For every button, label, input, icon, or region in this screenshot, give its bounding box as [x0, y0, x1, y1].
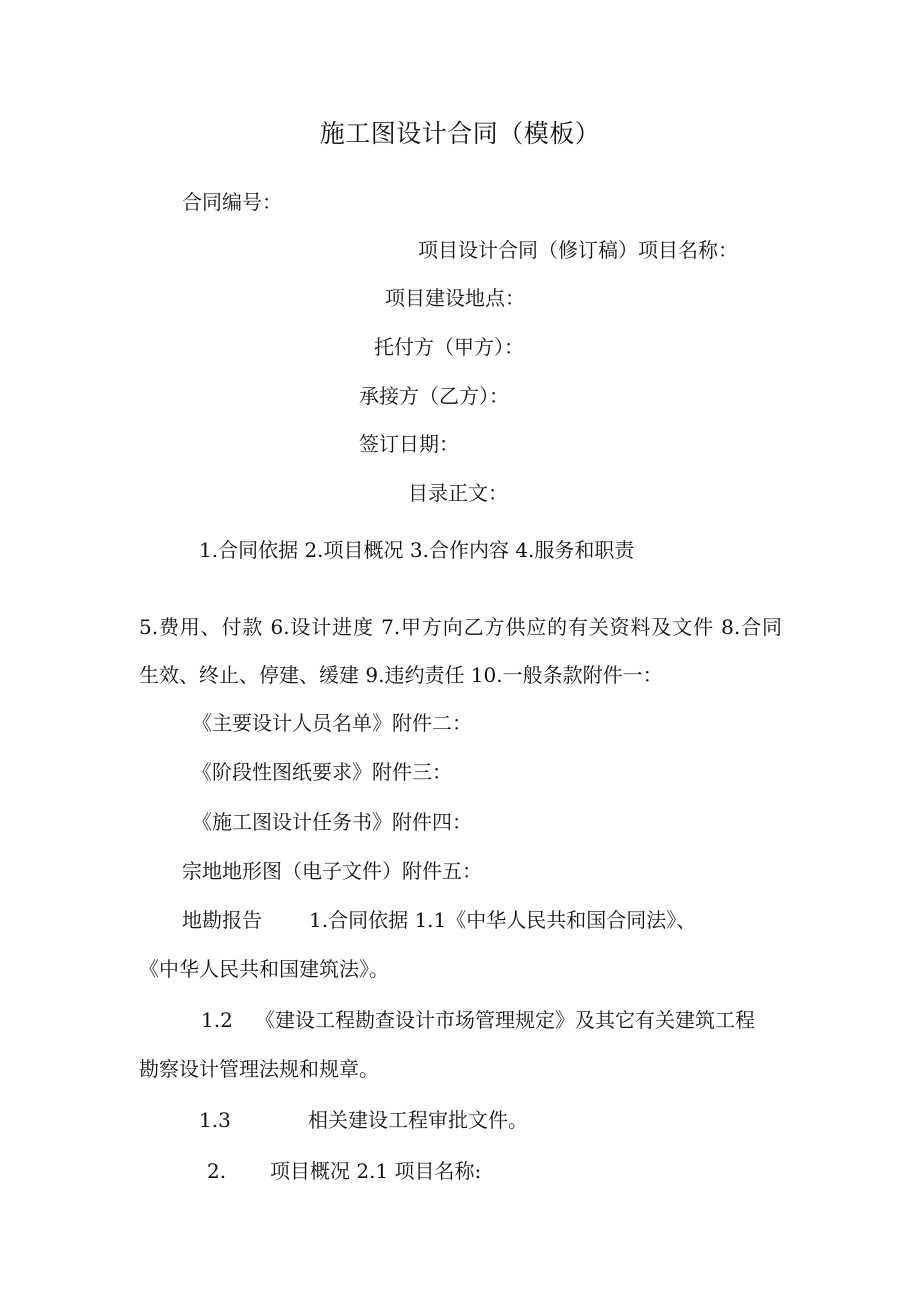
- project-name-label: 项目设计合同（修订稿）项目名称：: [418, 238, 738, 262]
- signing-date-label: 签订日期：: [359, 432, 459, 456]
- project-location-label: 项目建设地点：: [385, 286, 525, 310]
- attachment-line-2: 《阶段性图纸要求》附件三：: [192, 760, 452, 784]
- attachment-line-4: 宗地地形图（电子文件）附件五：: [182, 859, 482, 883]
- contents-line-1: 1.合同依据 2.项目概况 3.合作内容 4.服务和职责: [199, 538, 635, 562]
- clause-text-2: 项目概况 2.1 项目名称:: [270, 1159, 482, 1183]
- clause-text-1-2-continued: 勘察设计管理法规和规章。: [139, 1057, 379, 1081]
- contractor-party-label: 承接方（乙方）：: [359, 384, 509, 408]
- clause-number-2: 2.: [207, 1159, 227, 1183]
- document-title: 施工图设计合同（模板）: [319, 119, 601, 148]
- contract-basis-line: 1.合同依据 1.1《中华人民共和国合同法》、: [309, 908, 697, 932]
- clause-text-1-3: 相关建设工程审批文件。: [308, 1108, 528, 1132]
- survey-report-label: 地勘报告: [182, 908, 262, 932]
- attachment-line-3: 《施工图设计任务书》附件四：: [192, 810, 472, 834]
- attachment-line-1: 《主要设计人员名单》附件二：: [192, 711, 472, 735]
- contents-line-3: 生效、终止、停建、缓建 9.违约责任 10.一般条款附件一：: [139, 663, 663, 687]
- contents-heading: 目录正文：: [408, 481, 508, 505]
- contents-line-2: 5.费用、付款 6.设计进度 7.甲方向乙方供应的有关资料及文件 8.合同: [139, 615, 782, 639]
- clause-text-1-2: 《建设工程勘查设计市场管理规定》及其它有关建筑工程: [255, 1008, 755, 1032]
- contract-number-label: 合同编号：: [182, 190, 282, 214]
- clause-number-1-2: 1.2: [201, 1008, 233, 1032]
- construction-law-line: 《中华人民共和国建筑法》。: [139, 957, 389, 981]
- clause-number-1-3: 1.3: [199, 1108, 231, 1132]
- client-party-label: 托付方（甲方）：: [374, 335, 524, 359]
